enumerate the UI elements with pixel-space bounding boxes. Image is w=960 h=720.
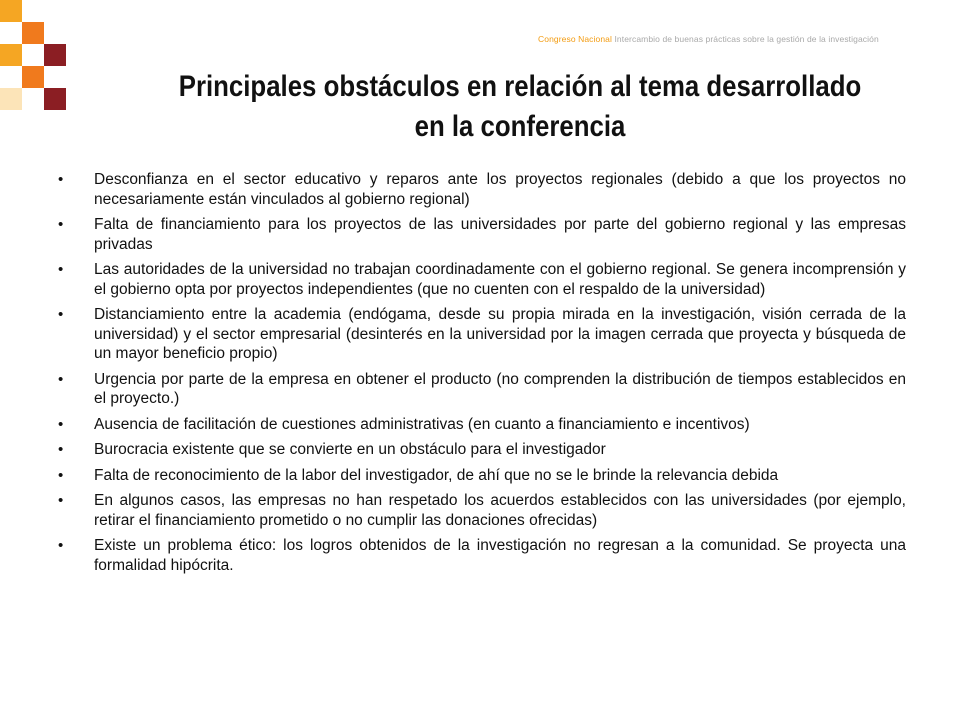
slide-title: Principales obstáculos en relación al tema desarrollado en la conferencia: [178, 70, 862, 143]
decor-square: [44, 88, 66, 110]
list-item-text: Falta de reconocimiento de la labor del investigador, de ahí que no se le brinde la relevancia debida: [94, 466, 779, 484]
list-item-text: Distanciamiento entre la academia (endógama, desde su propia mirada en la investigación, visión cerrada de la universidad) y el sector empresarial (desinterés en la universidad por la imagen cerrada que proyecta y búsqueda de un mayor beneficio propio): [94, 306, 906, 362]
decor-square: [22, 66, 44, 88]
bullet-marker: •: [58, 216, 64, 233]
decor-square: [22, 22, 44, 44]
bullet-marker: •: [58, 171, 64, 188]
decor-square: [0, 0, 22, 22]
decor-square: [0, 88, 22, 110]
list-item: [56, 466, 906, 486]
decor-square: [44, 44, 66, 66]
list-item-text: Existe un problema ético: los logros obtenidos de la investigación no regresan a la comunidad. Se proyecta una formalidad hipócrita.: [94, 537, 906, 574]
list-item-text: Burocracia existente que se convierte en un obstáculo para el investigador: [94, 441, 606, 458]
bullet-marker: •: [58, 466, 64, 484]
list-item: [56, 536, 906, 575]
list-item: [56, 370, 906, 409]
list-item: [56, 170, 906, 209]
decor-square: [0, 44, 22, 66]
list-item: [56, 260, 906, 299]
event-subtitle: Intercambio de buenas prácticas sobre la gestión de la investigación: [614, 34, 879, 44]
list-item: [56, 215, 906, 254]
list-item: [56, 305, 906, 364]
list-item-text: Ausencia de facilitación de cuestiones administrativas (en cuanto a financiamiento e incentivos): [94, 415, 750, 433]
list-item-text: Desconfianza en el sector educativo y reparos ante los proyectos regionales (debido a que los proyectos no necesariamente están vinculados al gobierno regional): [94, 171, 906, 208]
bullet-marker: •: [58, 261, 64, 278]
bullet-marker: •: [58, 537, 64, 554]
list-item-text: En algunos casos, las empresas no han respetado los acuerdos establecidos con las universidades (por ejemplo, retirar el financiamiento prometido o no cumplir las donaciones ofrecidas): [94, 492, 906, 529]
bullet-marker: •: [58, 492, 64, 509]
event-name: Congreso Nacional: [538, 34, 612, 44]
list-item-text: Las autoridades de la universidad no trabajan coordinadamente con el gobierno regional. Se genera incomprensión y el gobierno opta por proyectos independientes (que no cuenten con el respaldo de la universidad): [94, 261, 906, 298]
bullet-marker: •: [58, 370, 64, 388]
obstacles-list: [56, 170, 906, 581]
list-item-text: Falta de financiamiento para los proyectos de las universidades por parte del gobierno regional y las empresas privadas: [94, 216, 906, 253]
list-item: [56, 440, 906, 460]
bullet-marker: •: [58, 441, 64, 458]
bullet-marker: •: [58, 415, 64, 433]
event-header: [538, 34, 918, 44]
bullet-marker: •: [58, 306, 64, 323]
list-item: [56, 491, 906, 530]
list-item: [56, 415, 906, 435]
list-item-text: Urgencia por parte de la empresa en obtener el producto (no comprenden la distribución de tiempos establecidos en el proyecto.): [94, 370, 906, 407]
